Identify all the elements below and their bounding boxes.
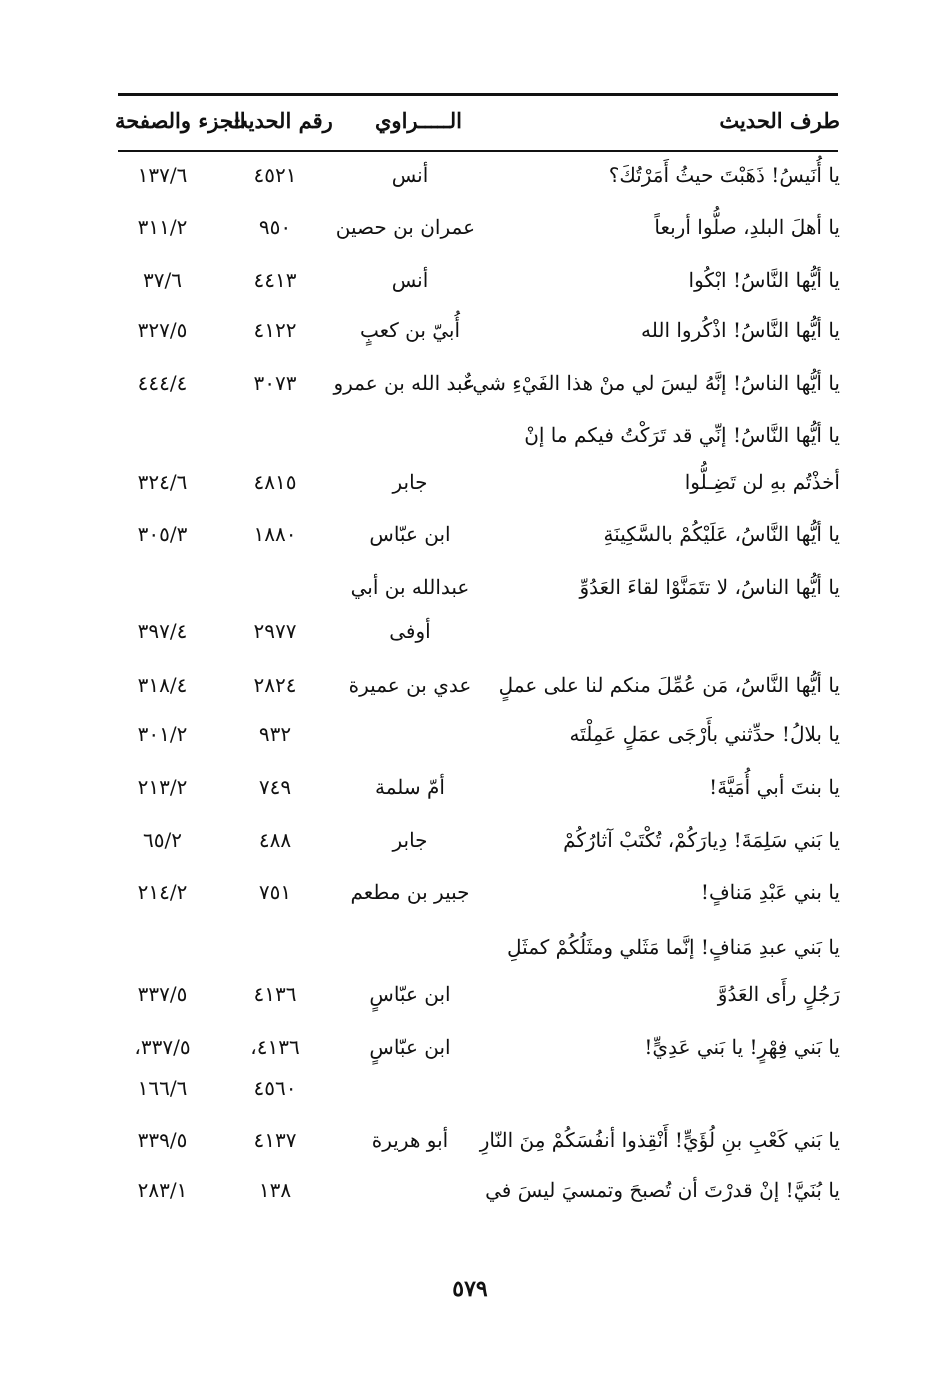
hadith-number: ٤١٣٧	[253, 1128, 297, 1152]
hadith-text: يا بني عَبْدِ مَنافٍ!	[700, 880, 840, 904]
narrator: جابر	[392, 828, 428, 852]
narrator: ابن عبّاسٍ	[369, 982, 451, 1006]
volume-page: ٢١٤/٢	[137, 880, 188, 904]
hadith-text: رَجُلٍ رأَى العَدُوَّ	[717, 982, 840, 1006]
narrator: جبير بن مطعم	[350, 880, 470, 904]
narrator: ابن عبّاس	[369, 522, 451, 546]
narrator: أبو هريرة	[371, 1128, 449, 1152]
narrator: أنس	[391, 268, 429, 292]
volume-page: ١٦٦/٦	[137, 1076, 188, 1100]
hadith-number: ٤٥٢١	[253, 163, 297, 187]
volume-page: ٦٥/٢	[143, 828, 182, 852]
hadith-number: ٤٨٨	[258, 828, 292, 852]
hadith-number: ١٨٨٠	[253, 522, 297, 546]
hadith-text: يا أيُّها النَّاسُ! اذْكُروا الله	[641, 318, 840, 342]
volume-page: ٣٣٧/٥،	[134, 1035, 191, 1059]
hadith-text: أخذْتُم بهِ لن تَضِـلُّوا	[684, 470, 840, 494]
volume-page: ٣٧/٦	[143, 268, 182, 292]
hadith-number: ٧٤٩	[258, 775, 292, 799]
narrator: ابن عبّاسٍ	[369, 1035, 451, 1059]
volume-page: ٣٣٩/٥	[137, 1128, 188, 1152]
hadith-text: يا أيُّها الناسُ! إنَّهُ ليسَ لي منْ هذا الفَيْءِ شيءٌ	[463, 371, 840, 395]
narrator: عمران بن حصين	[335, 215, 475, 239]
narrator: عدي بن عميرة	[348, 673, 472, 697]
hadith-number: ٤٨١٥	[253, 470, 297, 494]
narrator: عبد الله بن عمرو	[333, 371, 475, 395]
hadith-text: يا بَني فِهْرٍ! يا بَني عَدِيٍّ!	[644, 1035, 840, 1059]
narrator: أُبيّ بن كعبٍ	[359, 318, 461, 342]
header-hadith-number: رقم الحديث	[228, 108, 333, 133]
hadith-text: يا أيُّها النَّاسُ، مَن عُمِّلَ منكم لنا على عملٍ	[498, 673, 840, 697]
narrator: أمّ سلمة	[375, 775, 445, 799]
hadith-number: ٢٨٢٤	[253, 673, 297, 697]
volume-page: ٣٩٧/٤	[137, 619, 188, 643]
hadith-number: ٧٥١	[258, 880, 292, 904]
hadith-text: يا أيُّها الناسُ، لا تتَمَنَّوْا لقاءَ العَدُوِّ	[579, 575, 840, 599]
hadith-text: يا أيُّها النَّاسُ! ابْكُوا	[688, 268, 840, 292]
header-narrator: الـــــراوي	[375, 108, 462, 133]
hadith-number: ٩٣٢	[258, 722, 292, 746]
hadith-number: ٤٥٦٠	[253, 1076, 297, 1100]
hadith-number: ٤١٣٦،	[250, 1035, 300, 1059]
volume-page: ٤٤٤/٤	[137, 371, 188, 395]
hadith-number: ٩٥٠	[258, 215, 292, 239]
volume-page: ٢٨٣/١	[137, 1178, 188, 1202]
narrator: أوفى	[389, 619, 431, 643]
hadith-text: يا بُنَيَّ! إنْ قدرْتَ أن تُصبحَ وتمسيَ ليسَ في	[485, 1178, 840, 1202]
hadith-text: يا أُنَيسُ! ذَهَبْتَ حيثُ أَمَرْتُكَ؟	[608, 163, 840, 187]
volume-page: ٣٣٧/٥	[137, 982, 188, 1006]
narrator: جابر	[392, 470, 428, 494]
volume-page: ٣٢٤/٦	[137, 470, 188, 494]
volume-page: ٣١٨/٤	[137, 673, 188, 697]
hadith-number: ٤١٣٦	[253, 982, 297, 1006]
hadith-text: يا بَني عبدِ مَنافٍ! إنَّما مَثَلي ومثَلُكُمْ كمثَلِ	[507, 935, 840, 959]
volume-page: ٣٢٧/٥	[137, 318, 188, 342]
volume-page: ٣٠١/٢	[137, 722, 188, 746]
header-hadith-start: طرف الحديث	[719, 108, 840, 133]
hadith-number: ٤٤١٣	[253, 268, 297, 292]
volume-page: ١٣٧/٦	[137, 163, 188, 187]
hadith-number: ٤١٢٢	[253, 318, 297, 342]
volume-page: ٢١٣/٢	[137, 775, 188, 799]
page-number: ٥٧٩	[452, 1276, 488, 1302]
hadith-number: ١٣٨	[258, 1178, 292, 1202]
volume-page: ٣٠٥/٣	[137, 522, 188, 546]
narrator: عبدالله بن أبي	[350, 575, 470, 599]
hadith-text: يا بَني سَلِمَةَ! دِيارَكُمْ، تُكْتَبْ آثارُكُمْ	[563, 828, 840, 852]
hadith-text: يا أيُّها النَّاسُ، عَلَيْكُمْ بالسَّكِينَةِ	[603, 522, 840, 546]
hadith-number: ٣٠٧٣	[253, 371, 297, 395]
hadith-number: ٢٩٧٧	[253, 619, 297, 643]
volume-page: ٣١١/٢	[137, 215, 188, 239]
hadith-text: يا أيُّها النَّاسُ! إنِّي قد تَرَكْتُ فيكم ما إنْ	[524, 423, 840, 447]
header-volume-page: الجزء والصفحة	[115, 108, 246, 133]
hadith-text: يا بلالُ! حدِّثني بأَرْجَى عمَلٍ عَمِلْتَه	[569, 722, 840, 746]
hadith-text: يا أهلَ البلدِ، صلُّوا أربعاً	[654, 215, 840, 239]
hadith-text: يا بَني كَعْبِ بنِ لُؤَيٍّ! أَنْقِذوا أنفُسَكُمْ مِنَ النّارِ	[479, 1128, 840, 1152]
narrator: أنس	[391, 163, 429, 187]
hadith-text: يا بنتَ أبي أُمَيَّةَ!	[709, 775, 840, 799]
